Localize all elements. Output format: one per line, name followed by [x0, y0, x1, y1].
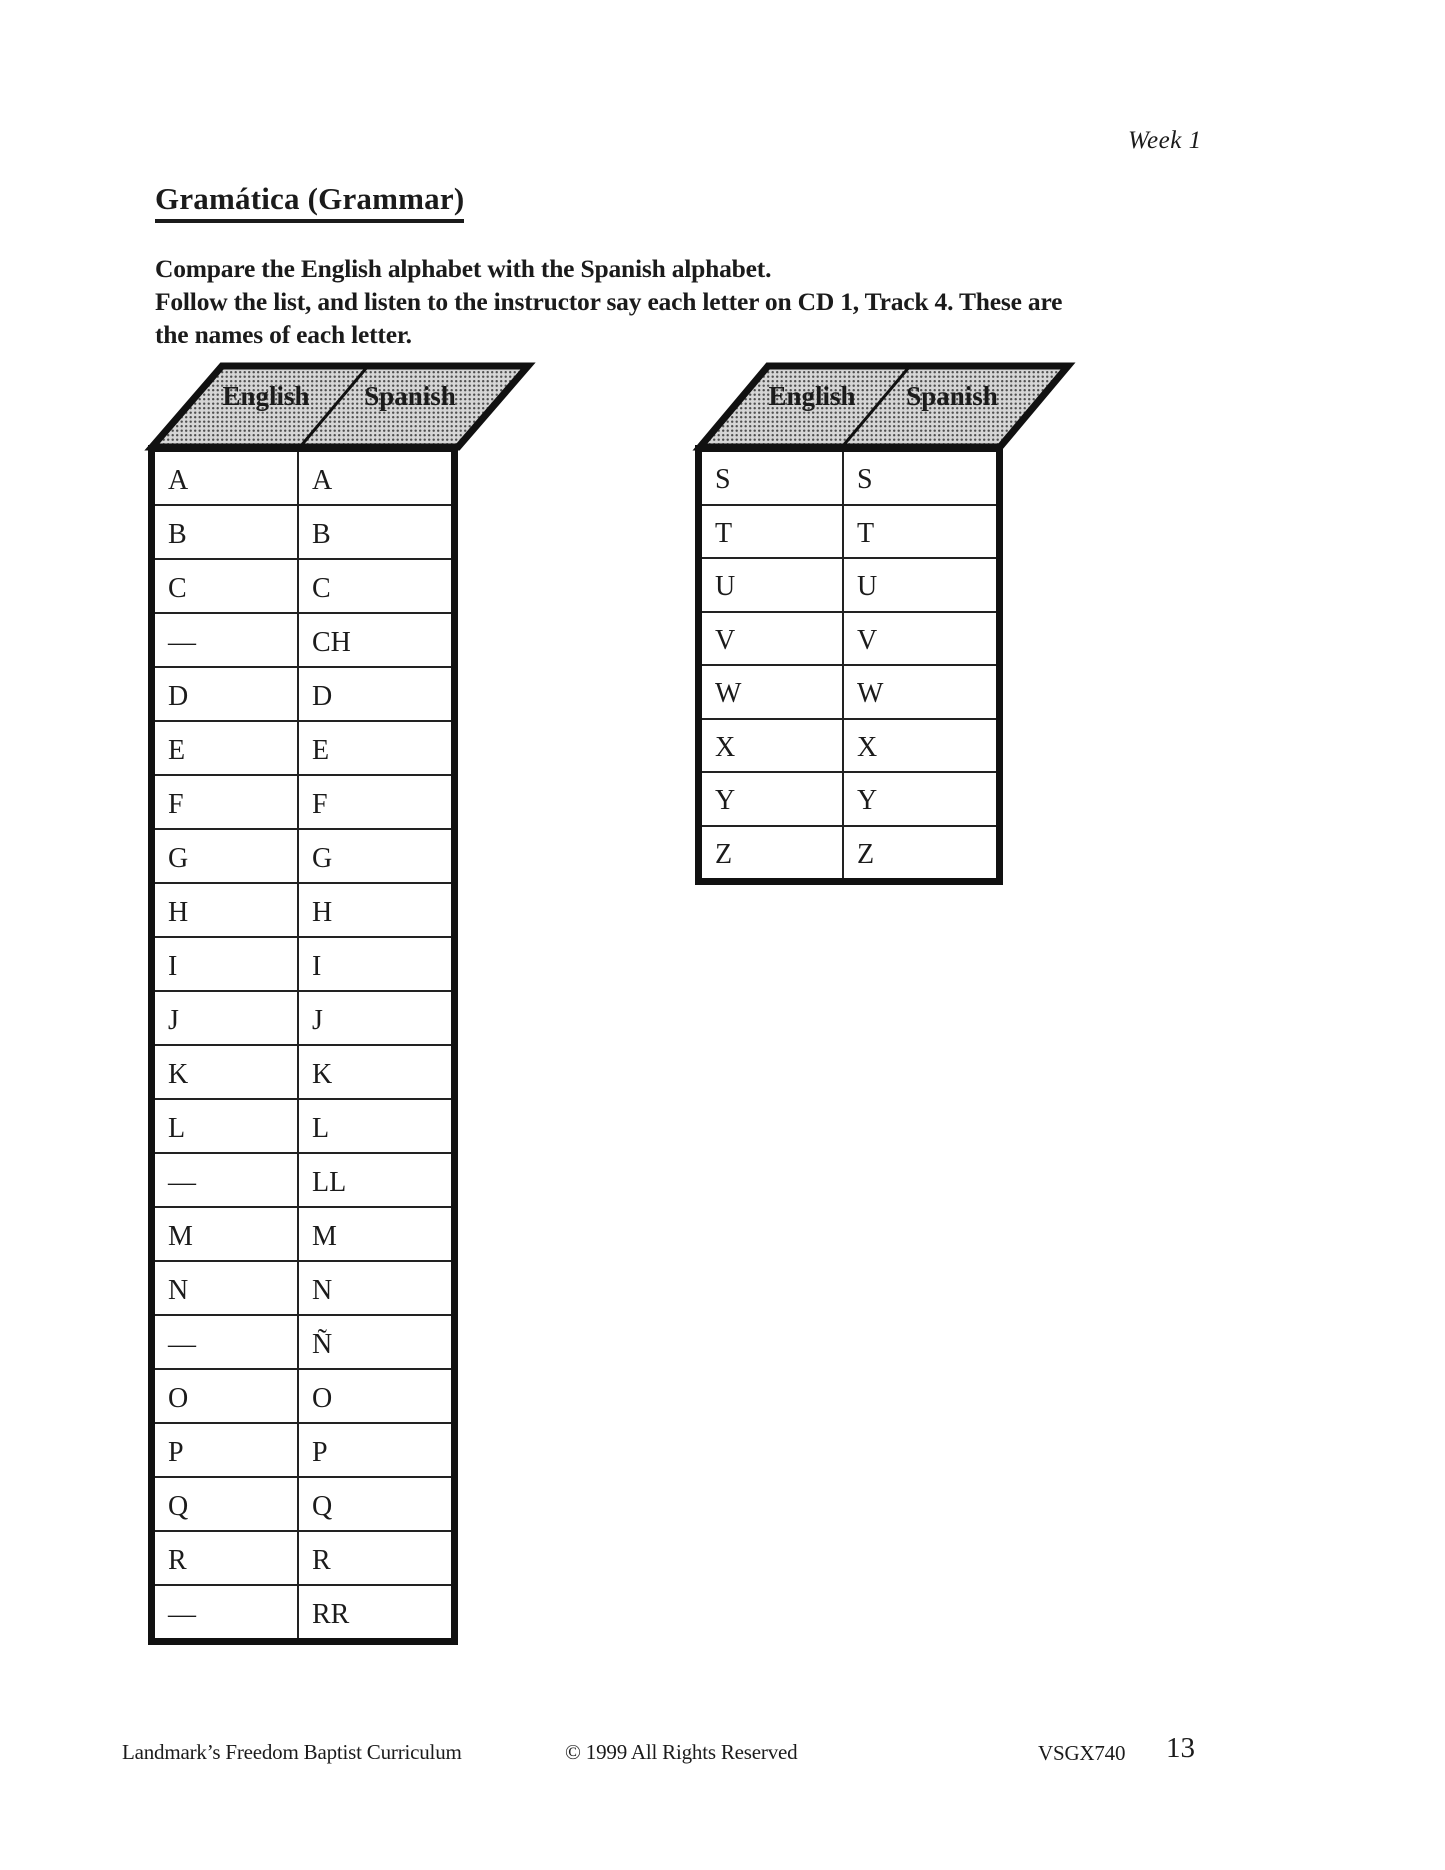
table-header-english: English — [768, 381, 856, 411]
spanish-letter-cell: M — [297, 1208, 451, 1260]
spanish-letter-cell: P — [297, 1424, 451, 1476]
footer-page-number: 13 — [1166, 1732, 1195, 1764]
table-row — [702, 771, 996, 825]
spanish-letter-cell: W — [842, 666, 996, 718]
english-letter-cell: B — [168, 518, 187, 550]
table-row — [155, 1206, 451, 1260]
english-letter-cell: Y — [715, 785, 736, 817]
english-letter-cell: V — [715, 624, 736, 656]
english-letter-cell: E — [168, 734, 186, 766]
spanish-letter-cell: J — [297, 992, 451, 1044]
english-letter-cell: C — [168, 572, 187, 604]
english-letter-cell: D — [168, 680, 189, 712]
footer-copyright: © 1999 All Rights Reserved — [565, 1740, 798, 1764]
spanish-letter-cell: C — [297, 560, 451, 612]
spanish-letter-cell: L — [297, 1100, 451, 1152]
table-row — [155, 1530, 451, 1584]
spanish-letter-cell: H — [297, 884, 451, 936]
english-letter-cell: M — [168, 1220, 193, 1252]
english-letter-cell: — — [168, 1328, 196, 1360]
intro-paragraph — [155, 252, 1062, 351]
table-row — [155, 452, 451, 504]
table-row — [155, 1422, 451, 1476]
spanish-letter-cell: X — [842, 720, 996, 772]
english-letter-cell: K — [168, 1058, 189, 1090]
english-letter-cell: W — [715, 678, 742, 710]
table-row — [155, 1314, 451, 1368]
spanish-letter-cell: D — [297, 668, 451, 720]
english-letter-cell: J — [168, 1004, 179, 1036]
spanish-letter-cell: E — [297, 722, 451, 774]
footer-publisher: Landmark’s Freedom Baptist Curriculum — [122, 1740, 462, 1764]
spanish-letter-cell: Ñ — [297, 1316, 451, 1368]
table-row — [155, 828, 451, 882]
spanish-letter-cell: Y — [842, 773, 996, 825]
spanish-letter-cell: N — [297, 1262, 451, 1314]
table-row — [155, 1152, 451, 1206]
english-letter-cell: Z — [715, 838, 733, 870]
english-letter-cell: G — [168, 842, 189, 874]
english-letter-cell: P — [168, 1436, 184, 1468]
english-letter-cell: U — [715, 571, 736, 603]
alphabet-table-right-header — [676, 352, 1096, 458]
header-parallelogram — [152, 366, 528, 447]
table-row — [155, 1584, 451, 1638]
spanish-letter-cell: Q — [297, 1478, 451, 1530]
english-letter-cell: Q — [168, 1490, 189, 1522]
spanish-letter-cell: R — [297, 1532, 451, 1584]
spanish-letter-cell: A — [297, 452, 451, 504]
header-parallelogram — [700, 366, 1068, 447]
alphabet-table-right — [695, 445, 1003, 885]
spanish-letter-cell: G — [297, 830, 451, 882]
english-letter-cell: A — [168, 464, 189, 496]
alphabet-table-left-header — [130, 352, 550, 458]
table-row — [155, 1260, 451, 1314]
spanish-letter-cell: Z — [842, 827, 996, 879]
english-letter-cell: — — [168, 626, 196, 658]
english-letter-cell: H — [168, 896, 189, 928]
spanish-letter-cell: K — [297, 1046, 451, 1098]
english-letter-cell: S — [715, 464, 731, 496]
spanish-letter-cell: CH — [297, 614, 451, 666]
table-row — [155, 774, 451, 828]
spanish-letter-cell: O — [297, 1370, 451, 1422]
spanish-letter-cell: RR — [297, 1586, 451, 1638]
table-row — [155, 558, 451, 612]
week-label: Week 1 — [1128, 127, 1202, 154]
table-row — [155, 504, 451, 558]
english-letter-cell: L — [168, 1112, 186, 1144]
table-row — [702, 718, 996, 772]
spanish-letter-cell: U — [842, 559, 996, 611]
spanish-letter-cell: F — [297, 776, 451, 828]
alphabet-table-left — [148, 445, 458, 1645]
english-letter-cell: N — [168, 1274, 189, 1306]
table-header-spanish: Spanish — [906, 381, 998, 411]
table-row — [702, 557, 996, 611]
table-row — [155, 990, 451, 1044]
english-letter-cell: O — [168, 1382, 189, 1414]
english-letter-cell: X — [715, 731, 736, 763]
spanish-letter-cell: T — [842, 506, 996, 558]
english-letter-cell: I — [168, 950, 178, 982]
english-letter-cell: F — [168, 788, 184, 820]
english-letter-cell: R — [168, 1544, 187, 1576]
intro-line: the names of each letter. — [155, 320, 412, 349]
table-header-english: English — [222, 381, 310, 411]
table-header-spanish: Spanish — [364, 381, 456, 411]
page-title: Gramática (Grammar) — [155, 181, 464, 223]
table-row — [155, 1098, 451, 1152]
table-row — [155, 936, 451, 990]
english-letter-cell: T — [715, 517, 733, 549]
spanish-letter-cell: LL — [297, 1154, 451, 1206]
table-row — [155, 1368, 451, 1422]
table-row — [155, 720, 451, 774]
spanish-letter-cell: S — [842, 452, 996, 504]
intro-line: Compare the English alphabet with the Spanish alphabet. — [155, 254, 772, 283]
table-row — [155, 882, 451, 936]
table-row — [155, 666, 451, 720]
english-letter-cell: — — [168, 1166, 196, 1198]
english-letter-cell: — — [168, 1598, 196, 1630]
table-row — [702, 664, 996, 718]
spanish-letter-cell: B — [297, 506, 451, 558]
intro-line: Follow the list, and listen to the instructor say each letter on CD 1, Track 4. These are — [155, 287, 1063, 316]
spanish-letter-cell: I — [297, 938, 451, 990]
table-row — [702, 611, 996, 665]
spanish-letter-cell: V — [842, 613, 996, 665]
table-row — [702, 504, 996, 558]
footer-code: VSGX740 — [1038, 1741, 1126, 1765]
table-row — [702, 825, 996, 879]
table-row — [155, 612, 451, 666]
table-row — [155, 1044, 451, 1098]
table-row — [155, 1476, 451, 1530]
table-row — [702, 452, 996, 504]
